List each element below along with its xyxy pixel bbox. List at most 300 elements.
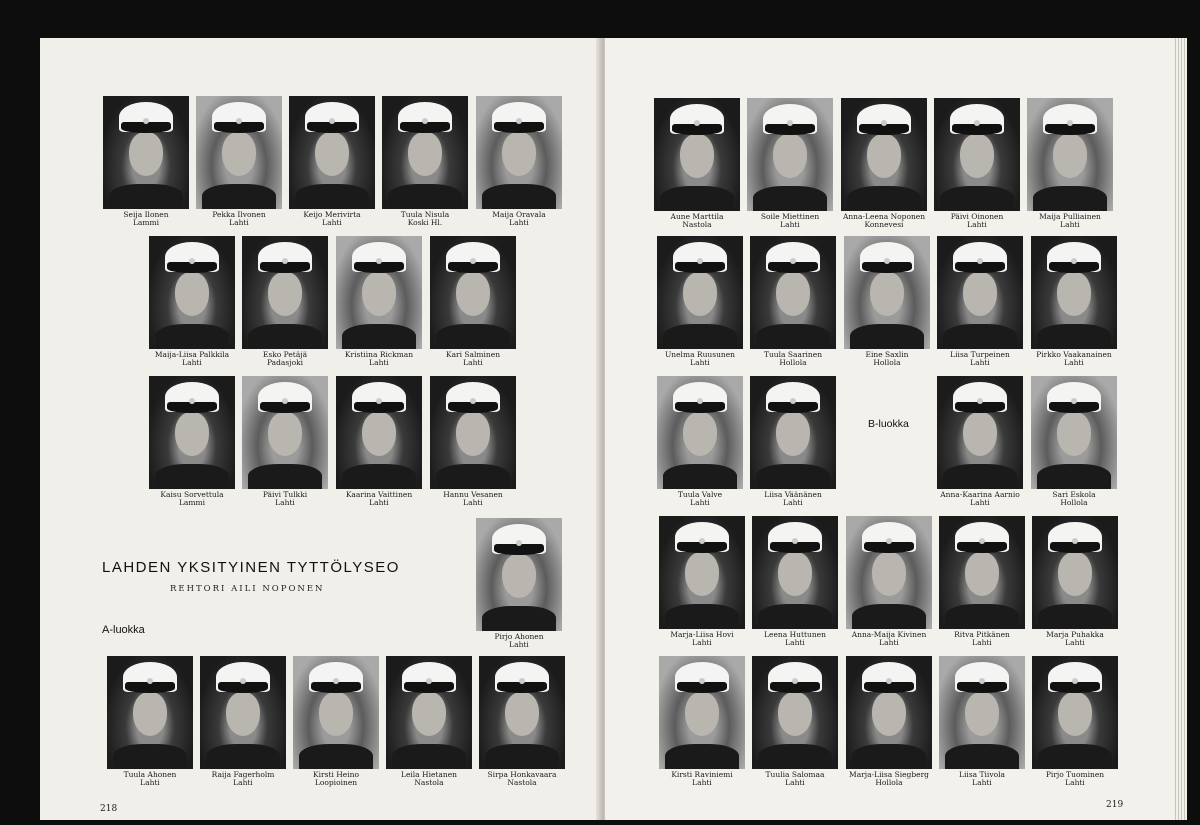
student-portrait-card (649, 98, 745, 229)
student-name: Päivi Tulkki (262, 490, 308, 499)
student-name: Sirpa Honkavaara (487, 770, 557, 779)
page-number-right: 219 (1106, 800, 1124, 810)
student-hometown: Nastola (682, 220, 712, 229)
portrait-badge (282, 258, 288, 264)
student-name: Marja-Liisa Hovi (670, 630, 734, 639)
portrait-shoulders (436, 324, 510, 349)
portrait-shoulders (295, 184, 369, 209)
portrait-shoulders (756, 324, 830, 349)
student-name: Tuula Saarinen (763, 350, 823, 359)
student-name: Tuula Ahonen (123, 770, 177, 779)
portrait-shoulders (248, 324, 322, 349)
portrait-badge (143, 118, 149, 124)
student-name: Pirkko Vaakanainen (1036, 350, 1112, 359)
student-portrait-card (929, 98, 1025, 229)
portrait-badge (516, 118, 522, 124)
portrait-photo (149, 376, 235, 489)
student-name: Kristiina Rickman (344, 350, 414, 359)
student-hometown: Lahti (970, 498, 990, 507)
student-portrait-card (237, 236, 333, 367)
student-portrait-card (381, 656, 477, 787)
student-name: Pekka Ilvonen (212, 210, 266, 219)
portrait-shoulders (758, 604, 832, 629)
portrait-badge (470, 258, 476, 264)
portrait-badge (189, 258, 195, 264)
portrait-shoulders (1033, 186, 1107, 211)
portrait-photo (1031, 236, 1117, 349)
portrait-shoulders (1037, 464, 1111, 489)
portrait-face (773, 134, 807, 178)
student-portrait-card (471, 518, 567, 649)
portrait-shoulders (943, 464, 1017, 489)
student-portrait-card (425, 376, 521, 507)
student-name: Eine Saxlin (865, 350, 909, 359)
portrait-badge (189, 398, 195, 404)
portrait-badge (699, 538, 705, 544)
portrait-badge (1071, 258, 1077, 264)
portrait-photo (103, 96, 189, 209)
portrait-shoulders (299, 744, 373, 769)
portrait-face (776, 272, 810, 316)
student-portrait-card (144, 236, 240, 367)
student-name: Unelma Ruusunen (664, 350, 736, 359)
student-name: Seija Ilonen (123, 210, 169, 219)
student-hometown: Lahti (322, 218, 342, 227)
student-hometown: Loopioinen (314, 778, 358, 787)
portrait-face (680, 134, 714, 178)
student-portrait-card (237, 376, 333, 507)
student-portrait-card (934, 516, 1030, 647)
portrait-badge (329, 118, 335, 124)
portrait-photo (149, 236, 235, 349)
portrait-face (1057, 412, 1091, 456)
portrait-badge (886, 538, 892, 544)
portrait-badge (147, 678, 153, 684)
student-hometown: Padasjoki (266, 358, 304, 367)
student-name: Kaarina Vaittinen (345, 490, 413, 499)
student-portrait-card (377, 96, 473, 227)
student-hometown: Lahti (879, 638, 899, 647)
right-page (605, 38, 1175, 820)
portrait-face (1057, 272, 1091, 316)
portrait-shoulders (113, 744, 187, 769)
portrait-shoulders (665, 604, 739, 629)
student-name: Liisa Tiivola (959, 770, 1005, 779)
portrait-photo (937, 376, 1023, 489)
portrait-face (872, 552, 906, 596)
portrait-badge (426, 678, 432, 684)
student-name: Tuulia Salomaa (765, 770, 825, 779)
portrait-face (1053, 134, 1087, 178)
portrait-photo (1027, 98, 1113, 211)
portrait-shoulders (850, 324, 924, 349)
student-hometown: Lahti (509, 218, 529, 227)
portrait-face (1058, 692, 1092, 736)
portrait-shoulders (852, 604, 926, 629)
portrait-photo (844, 236, 930, 349)
student-portrait-card (932, 236, 1028, 367)
portrait-photo (479, 656, 565, 769)
portrait-shoulders (758, 744, 832, 769)
student-hometown: Lahti (692, 638, 712, 647)
portrait-photo (1032, 656, 1118, 769)
portrait-badge (884, 258, 890, 264)
student-name: Kari Salminen (445, 350, 501, 359)
portrait-shoulders (1037, 324, 1111, 349)
portrait-photo (657, 236, 743, 349)
student-name: Esko Petäjä (262, 350, 308, 359)
left-page (40, 38, 600, 820)
portrait-face (222, 132, 256, 176)
student-portrait-card (652, 376, 748, 507)
student-portrait-card (331, 236, 427, 367)
portrait-badge (333, 678, 339, 684)
portrait-badge (376, 398, 382, 404)
student-name: Sari Eskola (1052, 490, 1096, 499)
student-name: Maija-Liisa Palkkila (154, 350, 230, 359)
portrait-face (175, 272, 209, 316)
student-hometown: Lahti (463, 498, 483, 507)
student-hometown: Lahti (970, 358, 990, 367)
portrait-badge (1072, 678, 1078, 684)
portrait-face (963, 272, 997, 316)
student-portrait-card (191, 96, 287, 227)
student-name: Leila Hietanen (400, 770, 458, 779)
student-portrait-card (836, 98, 932, 229)
portrait-face (963, 412, 997, 456)
student-hometown: Lahti (463, 358, 483, 367)
student-portrait-card (654, 516, 750, 647)
portrait-badge (790, 258, 796, 264)
portrait-face (776, 412, 810, 456)
student-portrait-card (652, 236, 748, 367)
student-hometown: Nastola (414, 778, 444, 787)
portrait-face (965, 692, 999, 736)
portrait-face (505, 692, 539, 736)
student-name: Pirjo Tuominen (1045, 770, 1105, 779)
student-portrait-card (1027, 656, 1123, 787)
portrait-face (965, 552, 999, 596)
portrait-badge (697, 398, 703, 404)
portrait-photo (939, 516, 1025, 629)
portrait-badge (979, 538, 985, 544)
student-portrait-card (1026, 236, 1122, 367)
portrait-badge (1067, 120, 1073, 126)
student-hometown: Lahti (140, 778, 160, 787)
student-hometown: Lahti (972, 778, 992, 787)
portrait-badge (236, 118, 242, 124)
scan-background (0, 0, 1200, 38)
portrait-shoulders (206, 744, 280, 769)
portrait-badge (699, 678, 705, 684)
portrait-face (1058, 552, 1092, 596)
portrait-photo (1031, 376, 1117, 489)
portrait-photo (659, 516, 745, 629)
student-name: Maija Oravala (492, 210, 546, 219)
student-hometown: Lammi (132, 218, 160, 227)
portrait-face (456, 412, 490, 456)
portrait-photo (336, 236, 422, 349)
student-hometown: Hollola (875, 778, 903, 787)
student-portrait-card (841, 656, 937, 787)
student-portrait-card (471, 96, 567, 227)
portrait-face (867, 134, 901, 178)
portrait-face (129, 132, 163, 176)
portrait-badge (977, 258, 983, 264)
student-portrait-card (1026, 376, 1122, 507)
student-name: Ritva Pitkänen (954, 630, 1010, 639)
student-hometown: Hollola (779, 358, 807, 367)
student-hometown: Lahti (1065, 778, 1085, 787)
portrait-shoulders (482, 606, 556, 631)
student-portrait-card (195, 656, 291, 787)
portrait-photo (752, 516, 838, 629)
student-hometown: Lahti (509, 640, 529, 649)
student-name: Marja-Liisa Siegberg (849, 770, 929, 779)
portrait-badge (790, 398, 796, 404)
student-hometown: Lahti (785, 638, 805, 647)
student-portrait-card (474, 656, 570, 787)
page-number-left: 218 (100, 804, 118, 814)
portrait-badge (240, 678, 246, 684)
portrait-badge (422, 118, 428, 124)
portrait-photo (846, 516, 932, 629)
portrait-photo (750, 236, 836, 349)
portrait-shoulders (940, 186, 1014, 211)
student-hometown: Lahti (692, 778, 712, 787)
student-hometown: Lammi (178, 498, 206, 507)
portrait-photo (386, 656, 472, 769)
portrait-face (408, 132, 442, 176)
portrait-face (870, 272, 904, 316)
student-name: Kaisu Sorvettula (160, 490, 224, 499)
portrait-badge (470, 398, 476, 404)
student-hometown: Lahti (369, 498, 389, 507)
student-portrait-card (747, 656, 843, 787)
portrait-badge (282, 398, 288, 404)
student-hometown: Lahti (783, 498, 803, 507)
student-hometown: Lahti (233, 778, 253, 787)
portrait-face (683, 412, 717, 456)
student-name: Liisa Väänänen (764, 490, 822, 499)
portrait-badge (694, 120, 700, 126)
portrait-badge (974, 120, 980, 126)
portrait-shoulders (155, 324, 229, 349)
student-hometown: Hollola (873, 358, 901, 367)
portrait-shoulders (1038, 604, 1112, 629)
portrait-shoulders (248, 464, 322, 489)
school-title: LAHDEN YKSITYINEN TYTTÖLYSEO (102, 559, 400, 576)
portrait-face (226, 692, 260, 736)
student-name: Marja Puhakka (1046, 630, 1104, 639)
student-hometown: Lahti (275, 498, 295, 507)
portrait-photo (1032, 516, 1118, 629)
portrait-photo (200, 656, 286, 769)
student-hometown: Lahti (229, 218, 249, 227)
portrait-photo (752, 656, 838, 769)
portrait-shoulders (342, 464, 416, 489)
portrait-shoulders (485, 744, 559, 769)
student-name: Raija Fagerholm (211, 770, 275, 779)
portrait-badge (1072, 538, 1078, 544)
student-portrait-card (288, 656, 384, 787)
portrait-face (502, 554, 536, 598)
portrait-badge (787, 120, 793, 126)
student-portrait-card (1027, 516, 1123, 647)
portrait-badge (881, 120, 887, 126)
student-portrait-card (284, 96, 380, 227)
portrait-face (315, 132, 349, 176)
portrait-shoulders (847, 186, 921, 211)
student-name: Liisa Turpeinen (950, 350, 1010, 359)
portrait-face (960, 134, 994, 178)
portrait-shoulders (852, 744, 926, 769)
portrait-shoulders (945, 604, 1019, 629)
portrait-photo (336, 376, 422, 489)
student-portrait-card (98, 96, 194, 227)
portrait-badge (516, 540, 522, 546)
student-name: Tuula Valve (677, 490, 723, 499)
portrait-photo (196, 96, 282, 209)
portrait-face (133, 692, 167, 736)
portrait-face (362, 272, 396, 316)
student-name: Keijo Merivirta (303, 210, 361, 219)
portrait-shoulders (756, 464, 830, 489)
student-portrait-card (1022, 98, 1118, 229)
student-hometown: Koski Hl. (407, 218, 443, 227)
portrait-photo (382, 96, 468, 209)
portrait-face (268, 412, 302, 456)
portrait-shoulders (660, 186, 734, 211)
portrait-photo (747, 98, 833, 211)
portrait-photo (657, 376, 743, 489)
portrait-badge (519, 678, 525, 684)
student-hometown: Konnevesi (864, 220, 904, 229)
student-portrait-card (654, 656, 750, 787)
portrait-photo (289, 96, 375, 209)
student-name: Tuula Nisula (400, 210, 450, 219)
portrait-photo (430, 236, 516, 349)
student-name: Anna-Maija Kivinen (851, 630, 927, 639)
student-hometown: Lahti (1060, 220, 1080, 229)
student-portrait-card (841, 516, 937, 647)
portrait-badge (979, 678, 985, 684)
portrait-face (685, 692, 719, 736)
student-hometown: Lahti (1064, 358, 1084, 367)
student-hometown: Lahti (967, 220, 987, 229)
student-name: Päivi Oinonen (950, 212, 1004, 221)
portrait-photo (934, 98, 1020, 211)
student-hometown: Lahti (182, 358, 202, 367)
portrait-face (778, 552, 812, 596)
portrait-badge (792, 678, 798, 684)
portrait-badge (792, 538, 798, 544)
portrait-shoulders (392, 744, 466, 769)
student-portrait-card (144, 376, 240, 507)
portrait-photo (430, 376, 516, 489)
portrait-shoulders (202, 184, 276, 209)
student-hometown: Nastola (507, 778, 537, 787)
student-name: Kirsti Raviniemi (671, 770, 733, 779)
portrait-shoulders (663, 324, 737, 349)
portrait-photo (846, 656, 932, 769)
portrait-face (502, 132, 536, 176)
portrait-photo (293, 656, 379, 769)
portrait-shoulders (109, 184, 183, 209)
portrait-photo (476, 96, 562, 209)
student-portrait-card (934, 656, 1030, 787)
student-name: Kirsti Heino (313, 770, 359, 779)
student-name: Pirjo Ahonen (494, 632, 544, 641)
portrait-badge (697, 258, 703, 264)
student-portrait-card (745, 236, 841, 367)
student-portrait-card (742, 98, 838, 229)
portrait-face (362, 412, 396, 456)
portrait-photo (107, 656, 193, 769)
student-hometown: Lahti (1065, 638, 1085, 647)
student-portrait-card (747, 516, 843, 647)
portrait-shoulders (342, 324, 416, 349)
portrait-photo (841, 98, 927, 211)
portrait-shoulders (663, 464, 737, 489)
portrait-shoulders (943, 324, 1017, 349)
portrait-badge (376, 258, 382, 264)
student-portrait-card (745, 376, 841, 507)
class-b-heading: B-luokka (868, 418, 909, 430)
portrait-face (685, 552, 719, 596)
student-hometown: Lahti (785, 778, 805, 787)
portrait-shoulders (753, 186, 827, 211)
portrait-shoulders (945, 744, 1019, 769)
rector-line: REHTORI AILI NOPONEN (170, 584, 325, 594)
portrait-photo (937, 236, 1023, 349)
student-name: Anna-Kaarina Aarnio (940, 490, 1020, 499)
portrait-photo (654, 98, 740, 211)
portrait-face (412, 692, 446, 736)
class-a-heading: A-luokka (102, 624, 145, 636)
student-name: Hannu Vesanen (443, 490, 503, 499)
portrait-photo (939, 656, 1025, 769)
portrait-face (872, 692, 906, 736)
portrait-photo (659, 656, 745, 769)
student-hometown: Lahti (690, 358, 710, 367)
portrait-shoulders (436, 464, 510, 489)
student-name: Leena Huttunen (764, 630, 826, 639)
student-name: Anna-Leena Noponen (842, 212, 926, 221)
student-portrait-card (425, 236, 521, 367)
portrait-badge (977, 398, 983, 404)
student-portrait-card (839, 236, 935, 367)
student-name: Aune Marttila (670, 212, 724, 221)
student-portrait-card (331, 376, 427, 507)
student-name: Soile Miettinen (760, 212, 820, 221)
portrait-face (778, 692, 812, 736)
portrait-shoulders (1038, 744, 1112, 769)
portrait-face (456, 272, 490, 316)
student-hometown: Lahti (690, 498, 710, 507)
portrait-shoulders (155, 464, 229, 489)
portrait-face (319, 692, 353, 736)
portrait-photo (242, 236, 328, 349)
portrait-face (268, 272, 302, 316)
page-edges (1173, 38, 1187, 820)
student-portrait-card (932, 376, 1028, 507)
portrait-badge (1071, 398, 1077, 404)
portrait-shoulders (482, 184, 556, 209)
student-hometown: Hollola (1060, 498, 1088, 507)
student-hometown: Lahti (972, 638, 992, 647)
portrait-badge (886, 678, 892, 684)
